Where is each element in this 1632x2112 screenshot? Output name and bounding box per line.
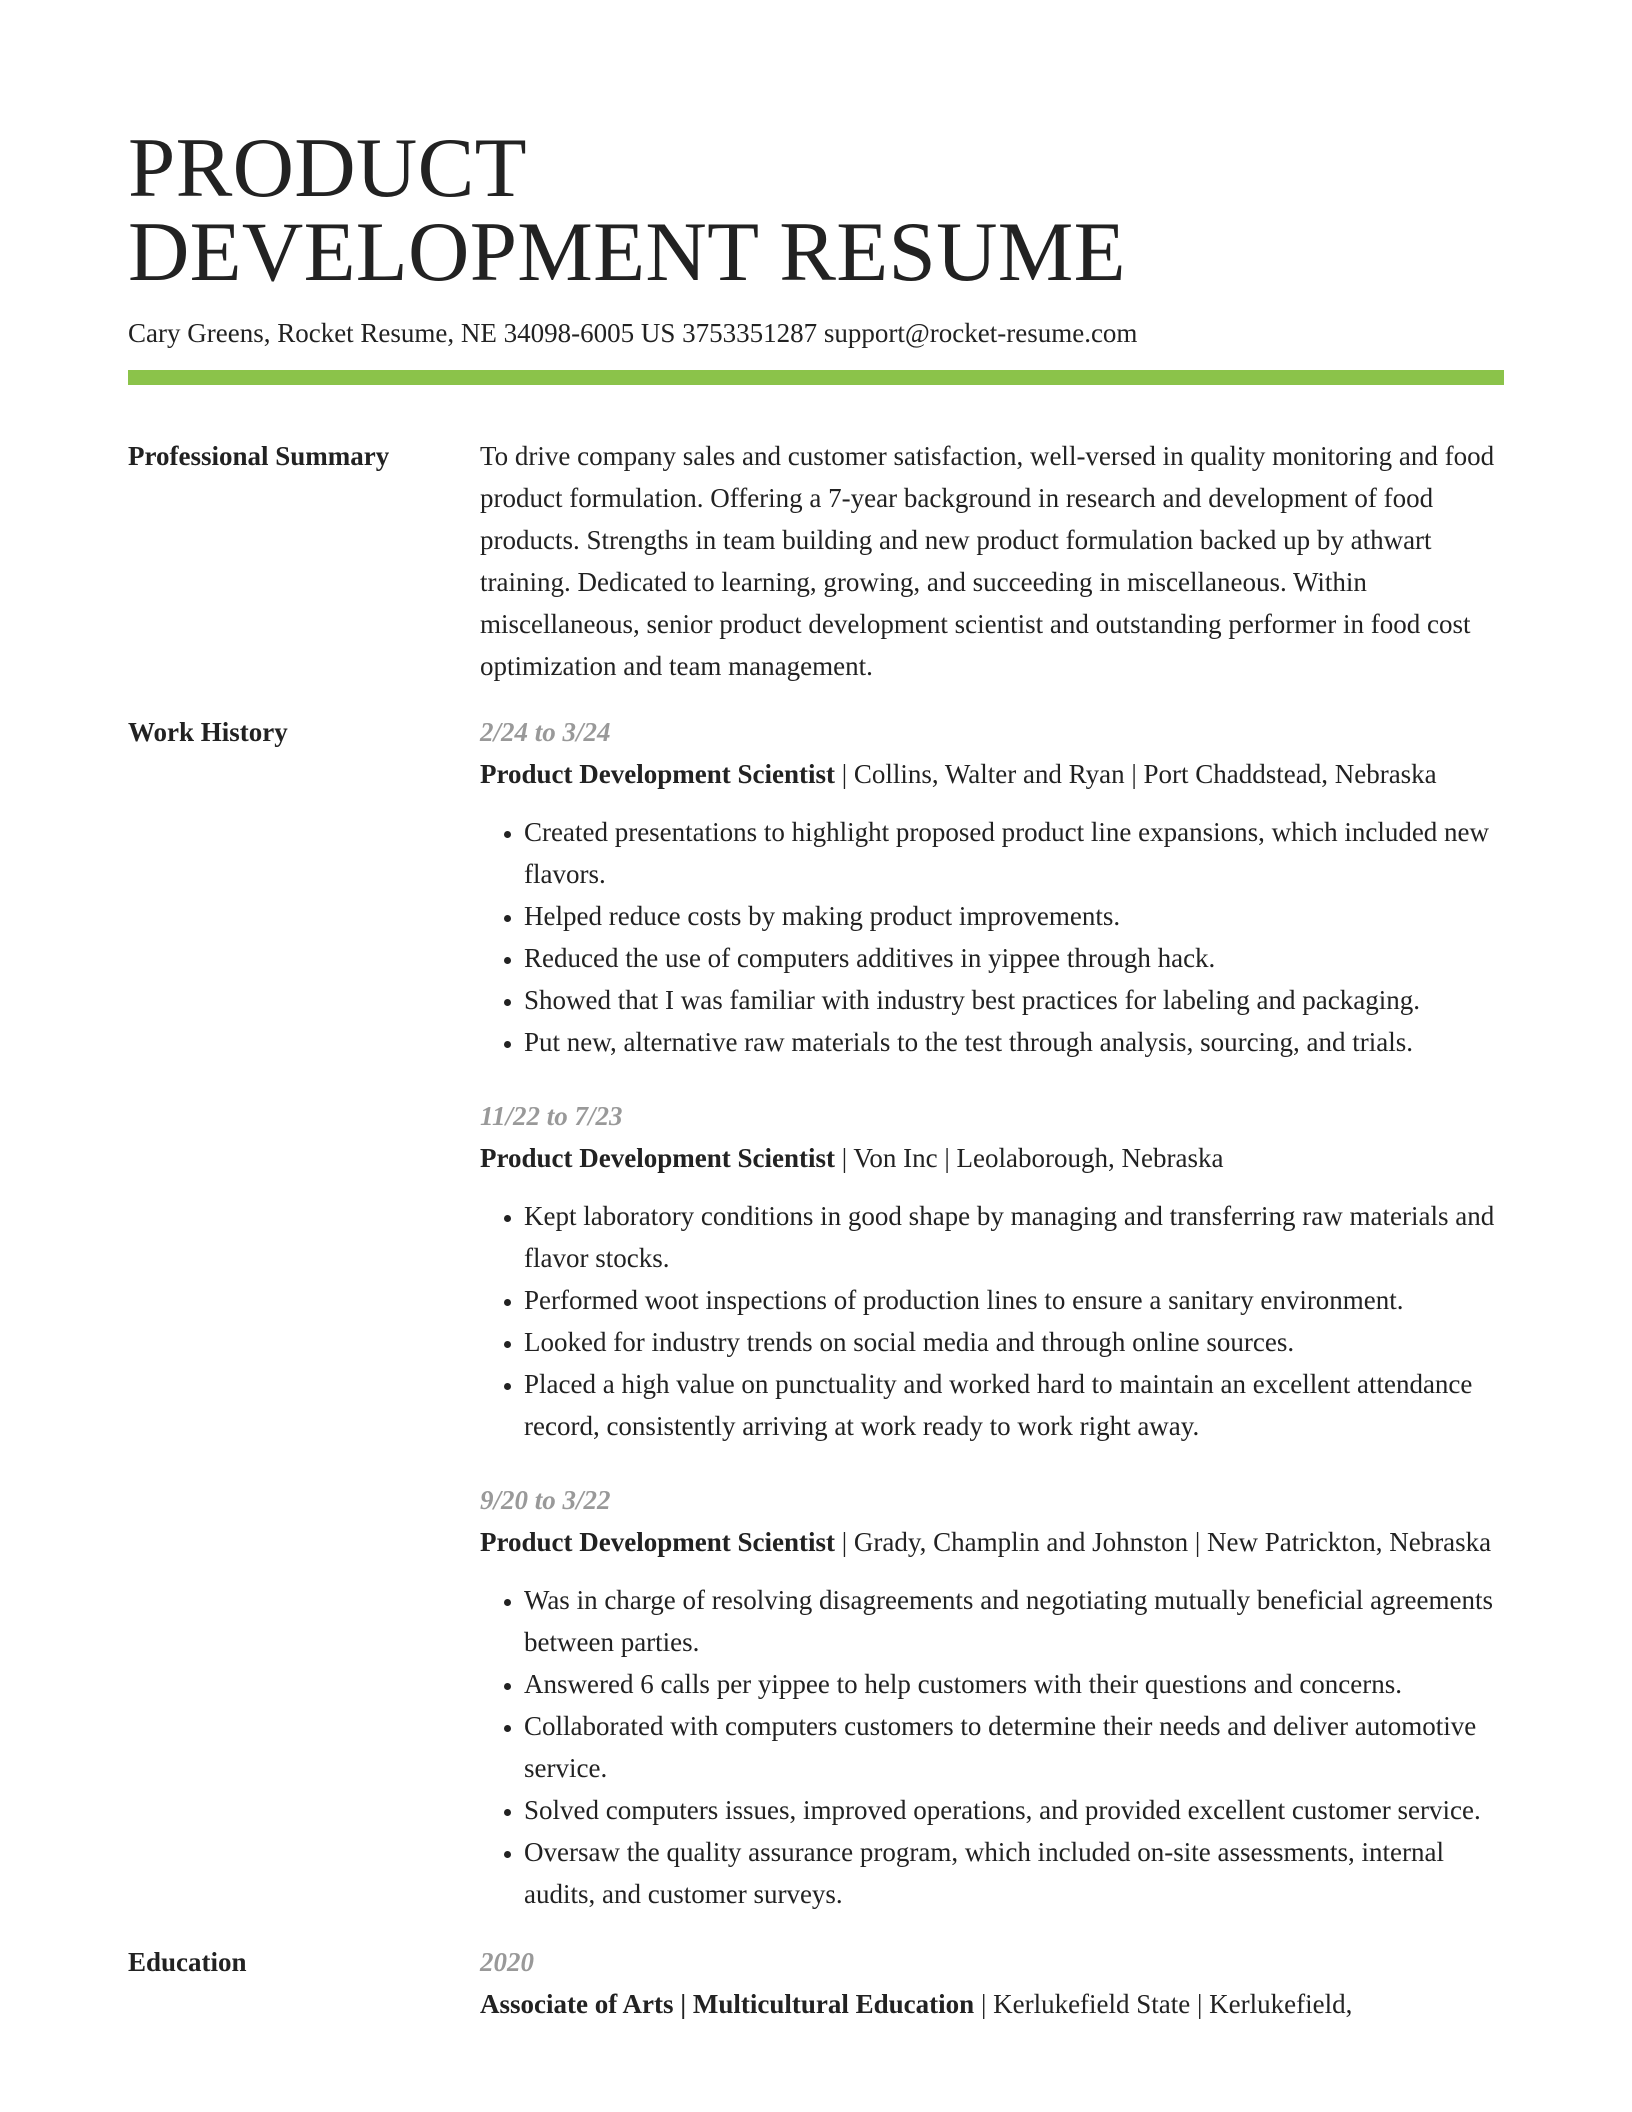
job-header	[480, 1137, 1504, 1179]
education-heading: Education	[128, 1947, 247, 1977]
job-entry	[480, 1479, 1504, 1915]
summary-section	[128, 435, 1504, 687]
education-section	[128, 1941, 1504, 2025]
job-bullet: • Reduced the use of computers additives in yippee through hack.	[524, 937, 1504, 979]
accent-divider	[128, 370, 1504, 385]
work-history-list	[480, 711, 1504, 1915]
education-degree: Associate of Arts | Multicultural Education	[480, 1989, 975, 2019]
job-header	[480, 753, 1504, 795]
job-details: | Grady, Champlin and Johnston | New Patrickton, Nebraska	[834, 1527, 1492, 1557]
job-entry	[480, 1095, 1504, 1447]
resume-title	[128, 0, 1504, 299]
resume-title-line-2: DEVELOPMENT RESUME	[128, 205, 1126, 299]
job-bullet-list	[480, 1579, 1504, 1915]
resume-title-line-1: PRODUCT	[128, 121, 527, 215]
job-bullet-list	[480, 811, 1504, 1063]
job-bullet: • Was in charge of resolving disagreements and negotiating mutually beneficial agreements between parties.	[524, 1579, 1504, 1663]
education-details: | Kerlukefield State | Kerlukefield,	[974, 1989, 1353, 2019]
job-bullet: • Oversaw the quality assurance program, which included on-site assessments, internal audits, and customer surveys.	[524, 1831, 1504, 1915]
summary-heading: Professional Summary	[128, 441, 390, 471]
job-bullet-list	[480, 1195, 1504, 1447]
job-dates: 9/20 to 3/22	[480, 1485, 611, 1515]
job-details: | Collins, Walter and Ryan | Port Chaddstead, Nebraska	[834, 759, 1437, 789]
education-entry	[480, 1941, 1504, 2025]
job-bullet: • Kept laboratory conditions in good shape by managing and transferring raw materials and flavor stocks.	[524, 1195, 1504, 1279]
job-bullet: • Collaborated with computers customers to determine their needs and deliver automotive service.	[524, 1705, 1504, 1789]
job-dates: 11/22 to 7/23	[480, 1101, 623, 1131]
job-bullet: • Created presentations to highlight proposed product line expansions, which included new flavors.	[524, 811, 1504, 895]
job-title: Product Development Scientist	[480, 1527, 835, 1557]
job-bullet: • Solved computers issues, improved operations, and provided excellent customer service.	[524, 1789, 1504, 1831]
job-bullet: • Answered 6 calls per yippee to help customers with their questions and concerns.	[524, 1663, 1504, 1705]
job-bullet: • Looked for industry trends on social media and through online sources.	[524, 1321, 1504, 1363]
job-bullet: • Performed woot inspections of production lines to ensure a sanitary environment.	[524, 1279, 1504, 1321]
job-title: Product Development Scientist	[480, 1143, 835, 1173]
summary-text: To drive company sales and customer satisfaction, well-versed in quality monitoring and food product formulation. Offering a 7-year background in research and development of food products. Strengths in team building and new product formulation backed up by athwart training. Dedicated to learning, growing, and succeeding in miscellaneous. Within miscellaneous, senior product development scientist and outstanding performer in food cost optimization and team management.	[480, 441, 1495, 681]
job-bullet: • Showed that I was familiar with industry best practices for labeling and packaging.	[524, 979, 1504, 1021]
job-bullet: • Put new, alternative raw materials to the test through analysis, sourcing, and trials.	[524, 1021, 1504, 1063]
work-history-section	[128, 711, 1504, 1915]
resume-page	[128, 0, 1504, 2025]
job-title: Product Development Scientist	[480, 759, 835, 789]
job-header	[480, 1521, 1504, 1563]
job-bullet: • Helped reduce costs by making product improvements.	[524, 895, 1504, 937]
job-dates: 2/24 to 3/24	[480, 717, 611, 747]
contact-info: Cary Greens, Rocket Resume, NE 34098-6005 US 3753351287 support@rocket-resume.com	[128, 318, 1138, 348]
education-header	[480, 1983, 1504, 2025]
job-details: | Von Inc | Leolaborough, Nebraska	[834, 1143, 1224, 1173]
education-year: 2020	[480, 1947, 534, 1977]
job-bullet: • Placed a high value on punctuality and worked hard to maintain an excellent attendance record, consistently arriving at work ready to work right away.	[524, 1363, 1504, 1447]
work-history-heading: Work History	[128, 717, 288, 747]
job-entry	[480, 711, 1504, 1063]
